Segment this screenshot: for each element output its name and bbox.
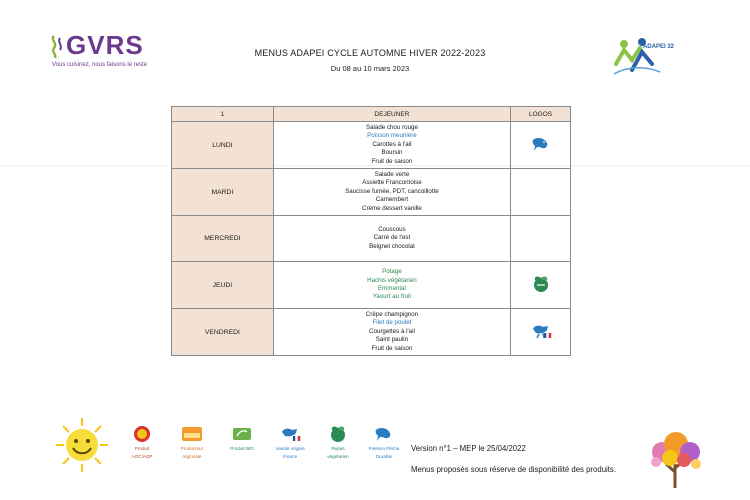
legend-item-vegetarian [316,424,360,459]
dish-item: Poisson meunière [367,132,417,140]
dish-item: Carré de l'est [373,234,411,242]
legend-label: Repas [331,446,345,451]
dish-list [273,262,510,309]
dish-item: Crème dessert vanille [362,204,422,212]
sun-icon [52,416,112,474]
gvrs-logo [44,28,164,74]
legend-label: AOC/AOP [131,453,153,459]
footer-legend [52,424,402,484]
day-label: JEUDI [172,262,274,309]
adapei-name [643,44,674,50]
adapei-sub: 32 [667,44,674,50]
dish-item: Boursin [381,149,403,157]
aop-icon [131,424,153,444]
legend-item-fish [362,424,406,459]
table-row [172,262,571,309]
logo-cell [511,122,571,169]
date-range: Du 08 au 10 mars 2023 [330,64,410,73]
dish-item: Beignet chocolat [369,242,415,250]
version-note: Version n°1 – MEP le 25/04/2022 [411,444,526,453]
legend-label: Produit BIO [230,446,254,451]
dish-item: Assiette Francontoise [362,179,422,187]
day-label: MERCREDI [172,216,274,262]
legend-label: végétarien [327,453,349,459]
table-row [172,122,571,169]
dish-item: Couscous [378,225,406,233]
table-header-row [172,107,571,122]
french-meat-icon [530,321,552,341]
legend-item-bio [220,424,264,452]
dish-list [273,122,510,169]
dish-item: Fruit de saison [371,157,413,165]
day-label: MARDI [172,169,274,216]
gvrs-tagline: Vous cuisinez, nous faisons le reste [52,62,148,68]
gvrs-wordmark: GVRS [66,30,144,60]
dish-item: Salade verte [374,170,410,178]
dish-item: Yaourt au fruit [372,293,412,301]
vegetarian-icon [327,424,349,444]
adapei-logo [612,34,674,76]
fish-icon [373,424,395,444]
dish-item: Hachis végétarien [367,276,417,284]
adapei-figures-icon [612,34,662,76]
legend-item-french-meat [268,424,312,459]
legend-label: Viande origine [275,446,305,451]
legend-label: Producteur [180,446,204,451]
tree-icon [640,430,710,490]
dish-item: Fruit de saison [371,344,413,352]
logo-cell [511,216,571,262]
dish-list [273,216,510,262]
legend-item-regional [170,424,214,459]
dish-list [273,309,510,356]
dish-item: Salade chou rouge [365,123,418,131]
dish-item: Carottes à l'ail [372,140,412,148]
dish-item: Crêpe champignon [365,310,419,318]
table-row [172,169,571,216]
col-index-header: 1 [172,107,274,122]
adapei-label: ADAPEI [642,44,666,50]
dish-item: Courgettes à l'ail [368,327,415,335]
table-row [172,309,571,356]
dish-item: Filet de poulet [372,319,412,327]
col-meal-header: DEJEUNER [273,107,510,122]
legend-label: Produit [134,446,150,451]
fish-icon [530,134,552,154]
bio-icon [231,424,253,444]
logo-cell [511,169,571,216]
dish-item: Emmental [378,285,406,292]
legend-label: Durable [375,453,393,459]
legend-label: France [282,453,298,459]
table-row [172,216,571,262]
page-title: MENUS ADAPEI CYCLE AUTOMNE HIVER 2022-2023 [254,48,486,58]
page-header [220,48,520,73]
legend-item-aop [120,424,164,459]
disclaimer-note: Menus proposés sous réserve de disponibilité des produits. [411,465,616,474]
dish-item: Saint paulin [375,336,409,344]
logo-cell [511,309,571,356]
menu-table [171,106,571,356]
steam-icon [48,34,66,60]
logo-cell [511,262,571,309]
dish-list [273,169,510,216]
dish-item: Potage [382,268,402,276]
dish-item: Saucisse fumée, PDT, cancoillotte [345,187,439,195]
day-label: LUNDI [172,122,274,169]
french-meat-icon [279,424,301,444]
day-label: VENDREDI [172,309,274,356]
legend-label: Poisson Pêche [368,446,400,451]
dish-item: Camembert [375,196,409,204]
vegetarian-icon [530,274,552,294]
col-logos-header: LOGOS [511,107,571,122]
legend-label: régionale [182,453,202,459]
regional-producer-icon [181,424,203,444]
